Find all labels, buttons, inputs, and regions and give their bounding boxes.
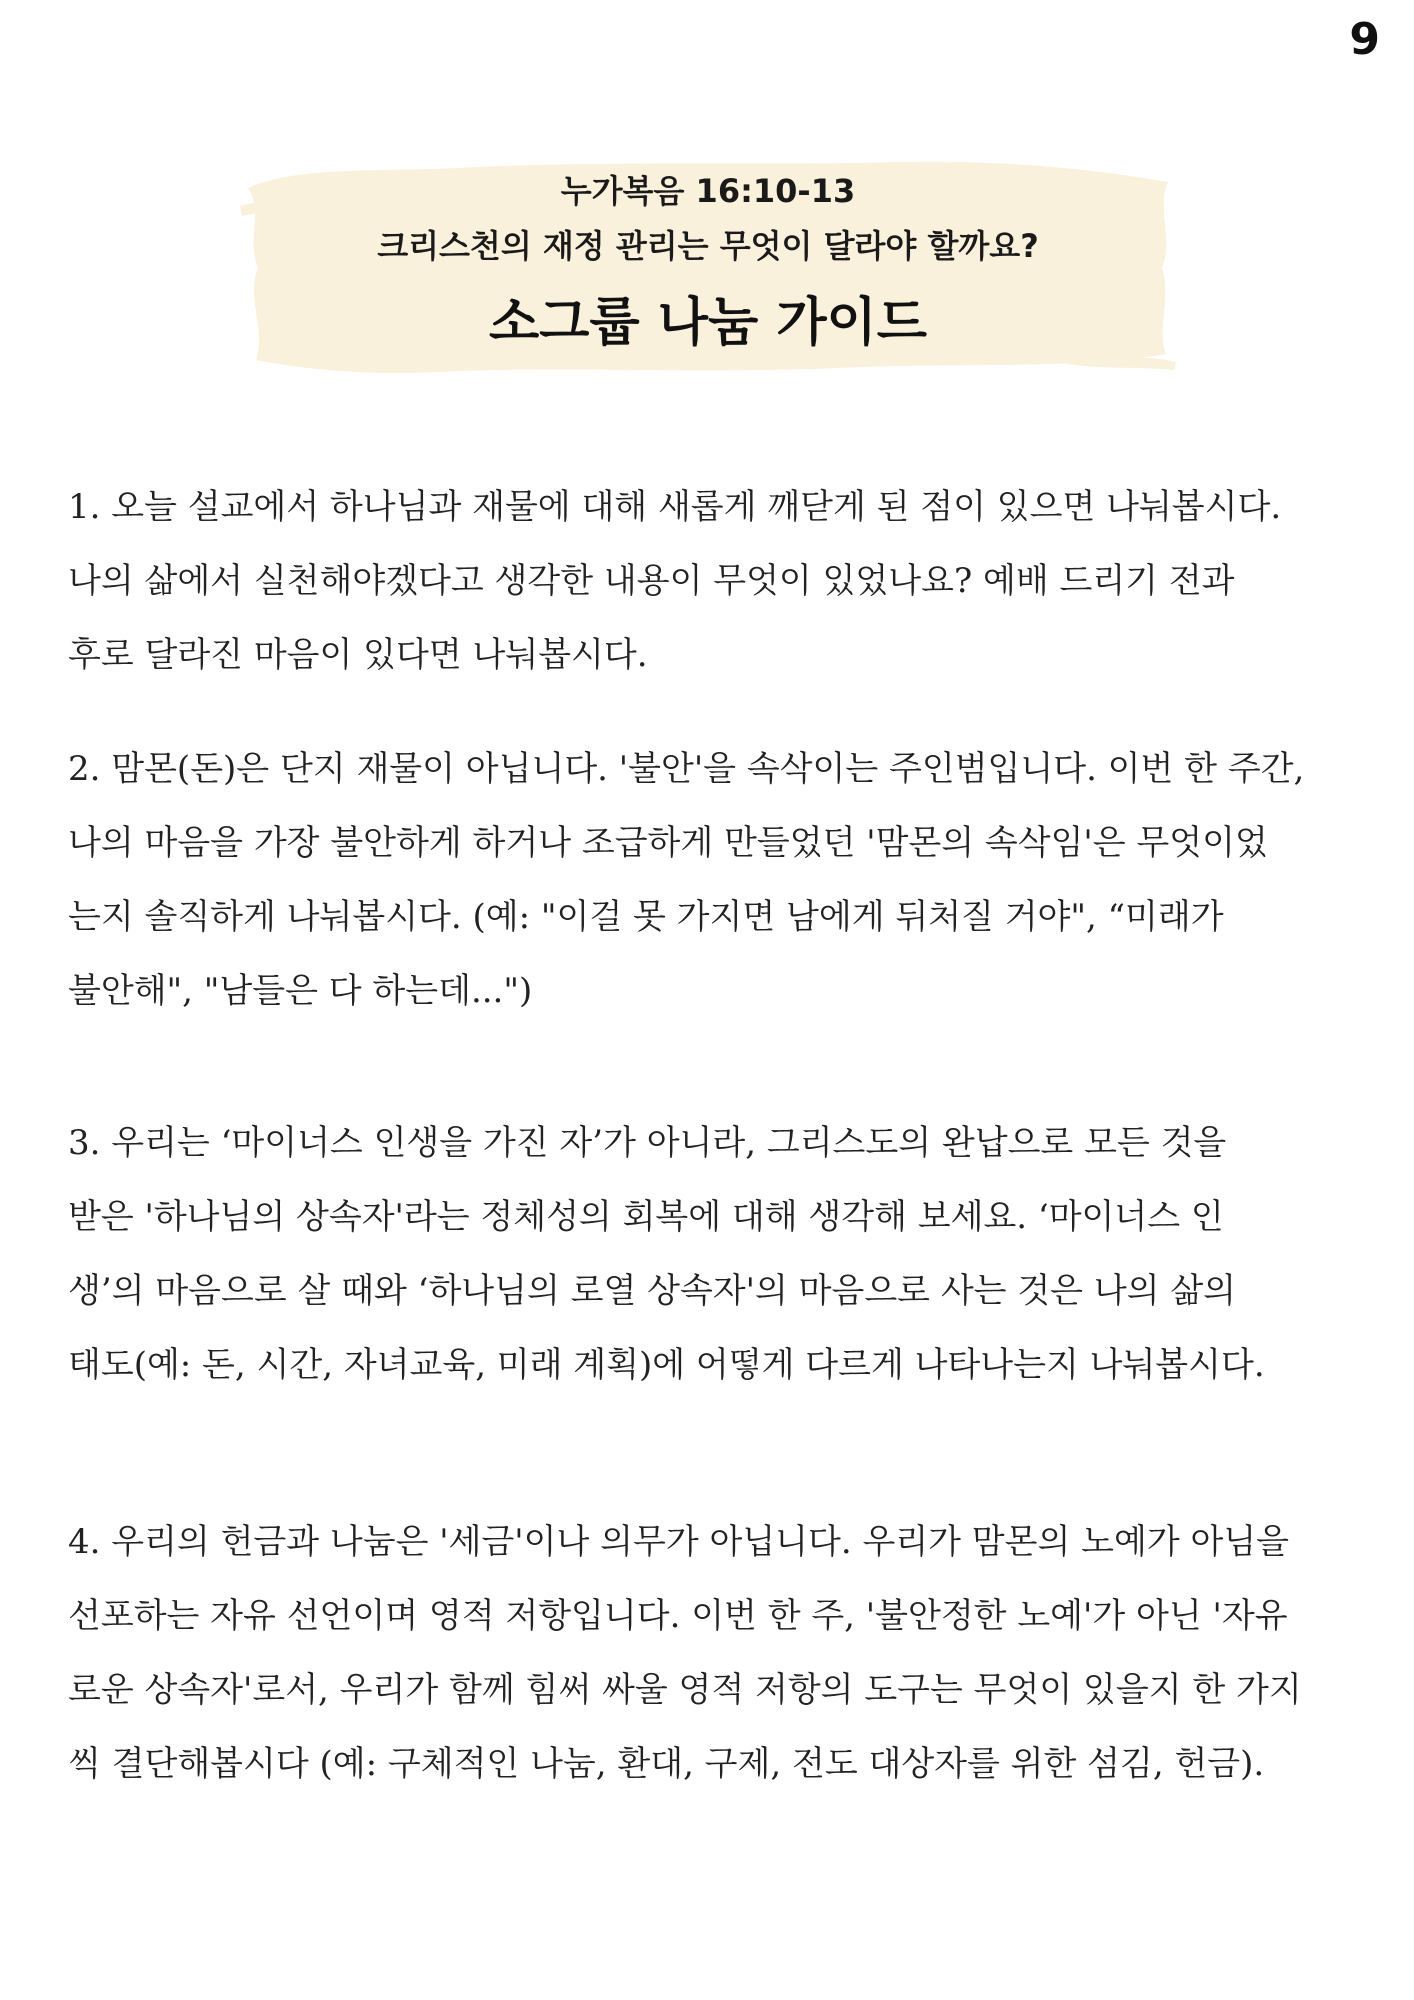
sermon-subtitle: 크리스천의 재정 관리는 무엇이 달라야 할까요? [377, 227, 1039, 265]
question-4 [68, 1505, 1358, 1801]
question-line: 선포하는 자유 선언이며 영적 저항입니다. 이번 한 주, '불안정한 노예'가 아닌 '자유 [68, 1596, 1288, 1636]
question-line: 1. 오늘 설교에서 하나님과 재물에 대해 새롭게 깨닫게 된 점이 있으면 나눠봅시다. [68, 487, 1282, 527]
question-line: 3. 우리는 ‘마이너스 인생을 가진 자’가 아니라, 그리스도의 완납으로 모든 것을 [68, 1123, 1227, 1163]
question-line: 태도(예: 돈, 시간, 자녀교육, 미래 계획)에 어떻게 다르게 나타나는지 나눠봅시다. [68, 1345, 1265, 1385]
question-1 [68, 470, 1358, 692]
header-text [238, 148, 1178, 380]
question-line: 2. 맘몬(돈)은 단지 재물이 아닙니다. '불안'을 속삭이는 주인범입니다. 이번 한 주간, [68, 749, 1305, 789]
page-number: 9 [1349, 14, 1380, 65]
question-line: 받은 '하나님의 상속자'라는 정체성의 회복에 대해 생각해 보세요. ‘마이너스 인 [68, 1197, 1224, 1237]
question-line: 는지 솔직하게 나눠봅시다. (예: "이걸 못 가지면 남에게 뒤처질 거야", “미래가 [68, 897, 1224, 937]
question-line: 후로 달라진 마음이 있다면 나눠봅시다. [68, 635, 648, 675]
question-line: 씩 결단해봅시다 (예: 구체적인 나눔, 환대, 구제, 전도 대상자를 위한 섬김, 헌금). [68, 1744, 1265, 1784]
question-line: 나의 삶에서 실천해야겠다고 생각한 내용이 무엇이 있었나요? 예배 드리기 전과 [68, 561, 1235, 601]
scripture-reference: 누가복음 16:10-13 [560, 172, 856, 210]
question-line: 생’의 마음으로 살 때와 ‘하나님의 로열 상속자'의 마음으로 사는 것은 나의 삶의 [68, 1271, 1237, 1311]
header-banner [238, 148, 1178, 380]
question-3 [68, 1106, 1358, 1402]
question-line: 4. 우리의 헌금과 나눔은 '세금'이나 의무가 아닙니다. 우리가 맘몬의 노예가 아님을 [68, 1522, 1290, 1562]
question-line: 로운 상속자'로서, 우리가 함께 힘써 싸울 영적 저항의 도구는 무엇이 있을지 한 가지 [68, 1670, 1302, 1710]
question-2 [68, 732, 1358, 1028]
guide-title: 소그룹 나눔 가이드 [488, 293, 928, 353]
question-line: 나의 마음을 가장 불안하게 하거나 조급하게 만들었던 '맘몬의 속삭임'은 무엇이었 [68, 823, 1268, 863]
question-line: 불안해", "남들은 다 하는데...") [68, 971, 533, 1011]
